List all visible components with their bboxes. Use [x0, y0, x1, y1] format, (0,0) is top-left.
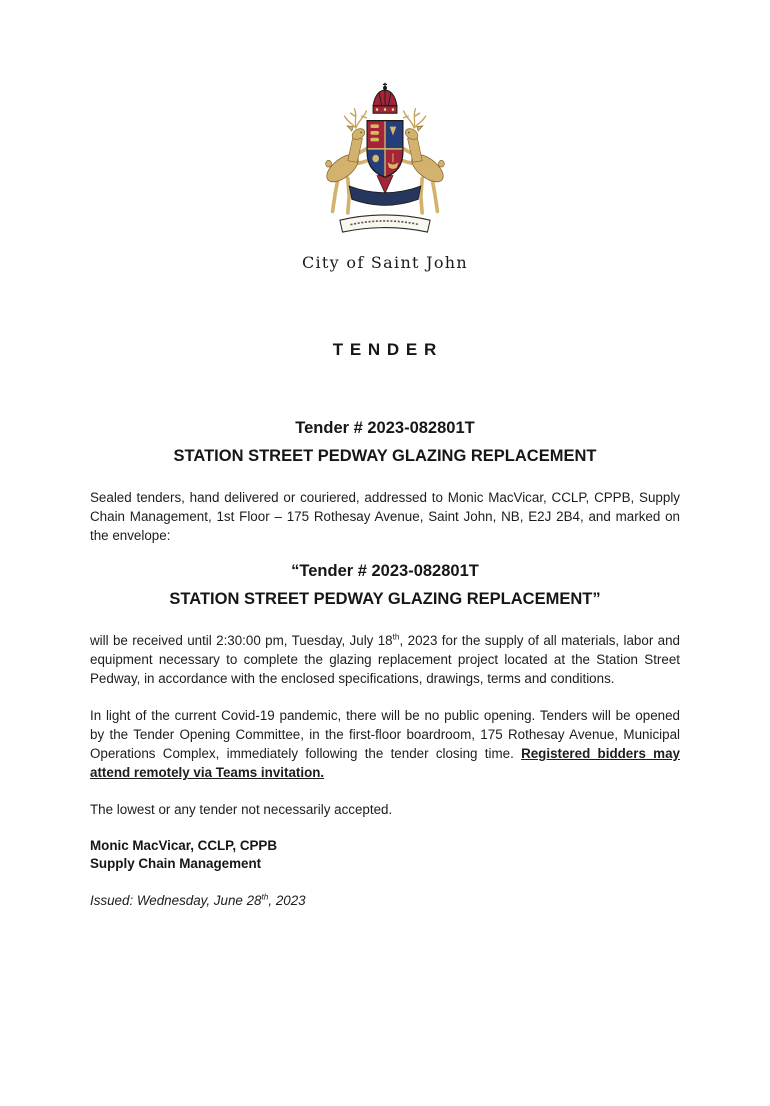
issued-text-part1: Issued: Wednesday, June 28 [90, 893, 262, 908]
remote-attendance-emphasis: Registered bidders may attend remotely via Teams invitation. [90, 746, 680, 780]
crown-icon [373, 83, 397, 113]
city-of-saint-john-crest-icon [312, 82, 458, 238]
logo-area [90, 82, 680, 272]
date-superscript: th [392, 631, 400, 642]
paragraph-lowest-tender: The lowest or any tender not necessarily accepted. [90, 802, 393, 817]
paragraph-received [90, 631, 680, 688]
signature-block [90, 837, 680, 873]
tender-heading [90, 414, 680, 470]
tender-number: Tender # 2023-082801T [295, 419, 475, 437]
paragraph-sealed-tenders: Sealed tenders, hand delivered or couriered, addressed to Monic MacVicar, CCLP, CPPB, Supply Chain Management, 1st Floor – 175 Rothesay Avenue, Saint John, NB, E2J 2B4, and marked on the envelope: [90, 490, 680, 543]
received-text-part1: will be received until 2:30:00 pm, Tuesday, July 18 [90, 633, 393, 648]
shield-icon [367, 121, 403, 179]
tender-project-name: STATION STREET PEDWAY GLAZING REPLACEMENT [173, 447, 597, 465]
mantling-shape [377, 176, 393, 194]
signature-name: Monic MacVicar, CCLP, CPPB [90, 838, 278, 853]
issued-text-part2: , 2023 [268, 893, 306, 908]
issued-line [90, 893, 680, 908]
envelope-heading [90, 557, 680, 613]
logo-caption: City of Saint John [301, 253, 469, 272]
document-page [0, 82, 770, 908]
opening-text: In light of the current Covid-19 pandemic, there will be no public opening. Tenders will be opened by the Tender Opening Committee, in the first-floor boardroom, 175 Rothesay Avenue, Municipal Operations Complex, immediately following the tender closing time. [90, 708, 680, 761]
document-title: T E N D E R [332, 340, 438, 359]
paragraph-opening [90, 706, 680, 782]
envelope-project-name: STATION STREET PEDWAY GLAZING REPLACEMENT” [169, 590, 601, 608]
received-text-part2: , 2023 for the supply of all materials, labor and equipment necessary to complete the glazing replacement project located at the Station Street Pedway, in accordance with the enclosed specifications, drawings, terms and conditions. [90, 633, 680, 686]
envelope-tender-number: “Tender # 2023-082801T [291, 562, 479, 580]
signature-title: Supply Chain Management [90, 856, 262, 871]
issued-superscript: th [261, 891, 269, 902]
